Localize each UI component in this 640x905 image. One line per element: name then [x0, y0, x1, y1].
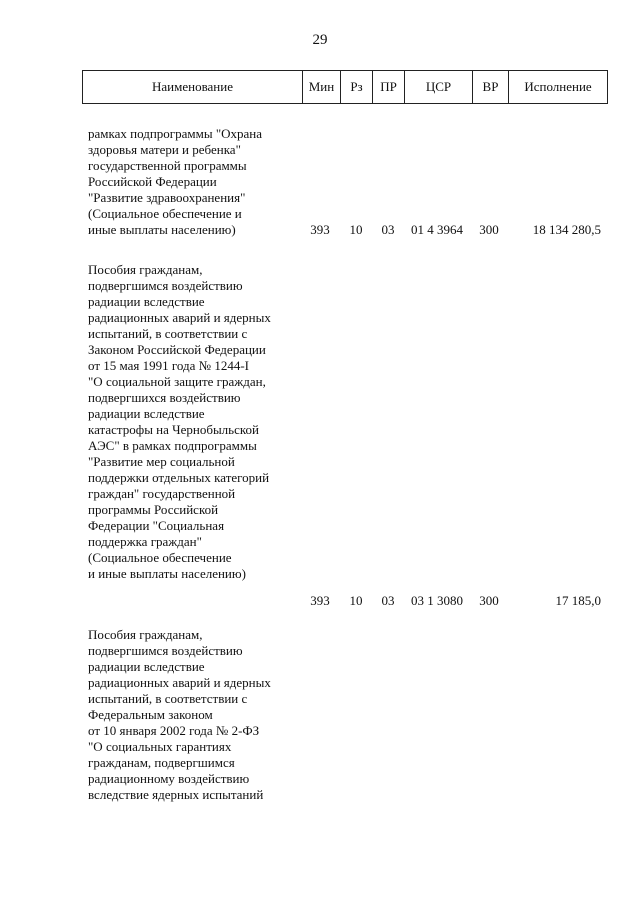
- header-rz: Рз: [341, 71, 373, 104]
- header-name: Наименование: [83, 71, 303, 104]
- cell-pr: 03: [381, 593, 395, 608]
- cell-csr: 03 1 3080: [411, 593, 463, 608]
- header-csr: ЦСР: [405, 71, 473, 104]
- cell-isp: 17 185,0: [555, 593, 601, 608]
- row-values: [0, 222, 640, 238]
- row-values: [0, 593, 640, 609]
- cell-vr: 300: [479, 222, 499, 237]
- row-values: [0, 787, 640, 803]
- header-min: Мин: [303, 71, 341, 104]
- cell-vr: 300: [479, 593, 499, 608]
- cell-rz: 10: [349, 222, 363, 237]
- cell-isp: 18 134 280,5: [532, 222, 601, 237]
- page-number: 29: [312, 32, 328, 48]
- header-isp: Исполнение: [509, 71, 608, 104]
- row-name: Пособия гражданам, подвергшимся воздействию радиации вследствие радиационных аварий и ядерных испытаний, в соответствии с Федеральным законом от 10 января 2002 года № 2-ФЗ "О социальных гарантиях гражданам, подвергшимся радиационному воздействию вследствие ядерных испытаний: [88, 627, 271, 802]
- cell-csr: 01 4 3964: [411, 222, 463, 237]
- row-name: Пособия гражданам, подвергшимся воздействию радиации вследствие радиационных аварий и ядерных испытаний, в соответствии с Законом Российской Федерации от 15 мая 1991 года № 1244-I "О социальной защите граждан, подвергшихся воздействию радиации вследствие катастрофы на Чернобыльской АЭС" в рамках подпрограммы "Развитие мер социальной поддержки отдельных категорий граждан" государственной программы Российской Федерации "Социальная поддержка граждан" (Социальное обеспечение и иные выплаты населению): [88, 262, 271, 581]
- header-pr: ПР: [373, 71, 405, 104]
- cell-min: 393: [310, 222, 330, 237]
- row-name: рамках подпрограммы "Охрана здоровья матери и ребенка" государственной программы Российской Федерации "Развитие здравоохранения" (Социальное обеспечение и иные выплаты населению): [88, 126, 263, 237]
- cell-rz: 10: [349, 593, 363, 608]
- header-vr: ВР: [473, 71, 509, 104]
- cell-pr: 03: [381, 222, 395, 237]
- cell-min: 393: [310, 593, 330, 608]
